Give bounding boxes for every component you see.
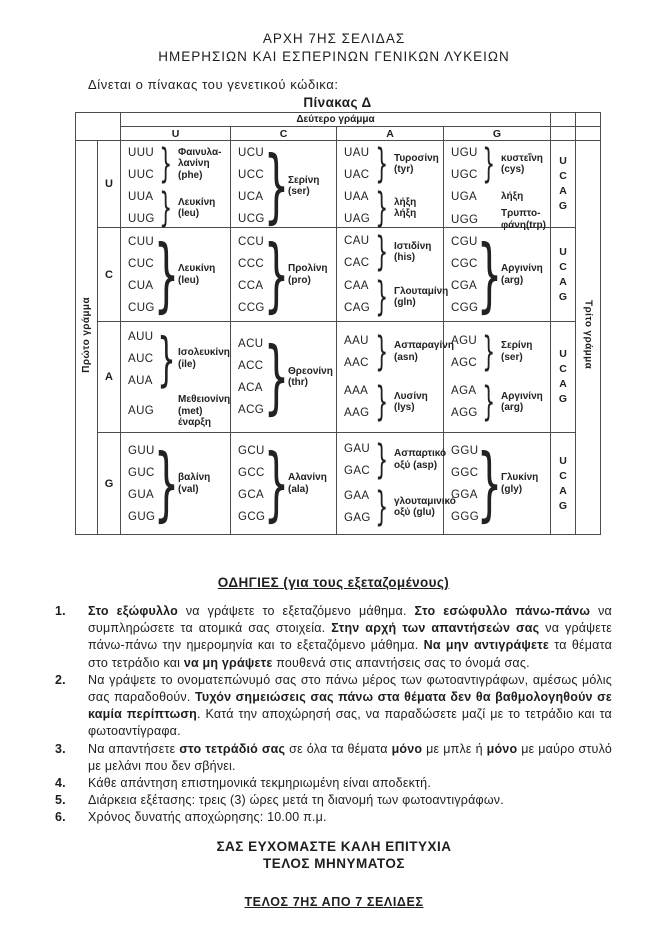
amino-acid-label: Σερίνη (ser) <box>501 340 533 363</box>
codon-group <box>444 436 550 530</box>
table-corner-cell <box>76 113 121 141</box>
codon: UCC <box>238 169 265 181</box>
codon-group <box>121 142 230 186</box>
third-letter: G <box>558 393 568 405</box>
codon-group <box>337 142 443 186</box>
instruction-number: 2. <box>55 672 66 687</box>
instruction-item <box>55 775 612 792</box>
third-letter: G <box>558 200 568 212</box>
group-brace: } <box>263 330 289 423</box>
codon-cell <box>337 228 449 322</box>
codon-group <box>444 142 550 186</box>
codon-cell <box>121 433 231 535</box>
codon-cell <box>231 322 337 433</box>
group-brace: } <box>476 227 502 321</box>
closing-line1: ΣΑΣ ΕΥΧΟΜΑΣΤΕ ΚΑΛΗ ΕΠΙΤΥΧΙΑ <box>216 838 452 854</box>
instructions-title: ΟΔΗΓΙΕΣ (για τους εξεταζομένους) <box>217 575 450 590</box>
codon: GAA <box>344 490 370 503</box>
amino-acid-label: Σερίνη (ser) <box>288 174 320 197</box>
group-brace: } <box>153 436 179 530</box>
codon: CCU <box>238 235 265 248</box>
instructions-section <box>55 575 612 827</box>
closing-line2: ΤΕΛΟΣ ΜΗΝΥΜΑΤΟΣ <box>263 855 405 871</box>
amino-acid-label: Θρεονίνη (thr) <box>288 365 333 388</box>
third-letter: U <box>559 245 567 258</box>
group-brace: } <box>263 436 289 530</box>
instruction-item <box>55 672 612 741</box>
codon: AAA <box>344 385 369 398</box>
codon-group <box>231 139 336 232</box>
table-row <box>76 433 601 535</box>
codon-cell <box>231 433 337 535</box>
codon-group <box>337 274 449 320</box>
third-letter-cell <box>551 322 576 433</box>
codon-group <box>444 227 550 321</box>
amino-acid-label: Γλυκίνη (gly) <box>501 472 539 495</box>
codon: AGA <box>451 385 477 398</box>
codon-group <box>121 186 230 230</box>
codon: UCG <box>238 213 265 225</box>
codon: CAG <box>344 302 371 314</box>
third-letter: C <box>559 363 567 375</box>
codon-cell <box>231 228 337 322</box>
third-letter: U <box>559 348 567 360</box>
codon: UUC <box>128 169 155 181</box>
codon: CAU <box>344 235 370 247</box>
codon: AAC <box>344 356 369 369</box>
third-letter-cell <box>551 228 576 322</box>
third-letter: A <box>559 484 567 497</box>
codon: GGC <box>451 466 479 479</box>
group-brace: } <box>263 227 289 321</box>
second-letter-C: C <box>231 127 337 141</box>
instruction-number: 1. <box>55 604 66 618</box>
codon: UUU <box>128 147 155 159</box>
amino-acid-label: βαλίνη (val) <box>178 472 211 495</box>
amino-acid-label: Γλουταμίνη (gln) <box>394 285 449 308</box>
group-brace: } <box>159 185 173 231</box>
third-letter: C <box>559 469 567 482</box>
codon: UGU <box>451 147 478 159</box>
instruction-text: Χρόνος δυνατής αποχώρησης: 10.00 π.μ. <box>88 810 327 825</box>
amino-acid-label: Λευκίνη (leu) <box>178 263 216 286</box>
codon: GAG <box>344 512 371 525</box>
codon: AUC <box>128 352 154 365</box>
table-title: Πίνακας Δ <box>303 95 372 110</box>
instruction-text: Να γράψετε το ονοματεπώνυμό σας στο πάνω μέρος των φωτοαντιγράφων, αμέσως μόλις σας παραδοθούν. Τυχόν σημειώσεις σας πάνω στα θέματα δεν θα βαθμολογηθούν σε καμία περίπτωση. Κατά την αποχώρησή σας, να παραδώσετε μαζί με το τετράδιο και τα φωτοαντίγραφα. <box>88 672 612 739</box>
codon: CGC <box>451 257 478 270</box>
codon: CGG <box>451 301 479 314</box>
third-letter-cell <box>551 433 576 535</box>
third-letter: A <box>559 378 567 390</box>
group-brace: } <box>263 139 289 232</box>
codon: ACA <box>238 382 263 394</box>
codon-cell <box>337 433 456 535</box>
third-letter: A <box>559 185 567 197</box>
empty-header-cell <box>576 113 601 127</box>
codon: GUU <box>128 444 155 457</box>
group-brace: } <box>375 484 389 531</box>
codon: UAG <box>344 213 371 225</box>
amino-acid-label: κυστεΐνη (cys) <box>501 152 543 175</box>
codon-group <box>231 330 336 423</box>
table-row <box>76 141 601 228</box>
instruction-number: 3. <box>55 741 66 756</box>
codon: ACG <box>238 404 265 416</box>
codon-group <box>444 380 550 424</box>
table-row <box>76 322 601 433</box>
codon: CGA <box>451 279 478 292</box>
codon: GAC <box>344 464 371 477</box>
codon: CGU <box>451 235 478 248</box>
third-letter: C <box>559 260 567 273</box>
third-letter: G <box>558 290 568 303</box>
genetic-code-table <box>75 112 601 535</box>
codon-group <box>337 484 456 531</box>
codon-group <box>444 330 550 374</box>
second-letter-A: A <box>337 127 444 141</box>
empty-header-cell <box>551 127 576 141</box>
amino-acid-label: Ιστιδίνη (his) <box>394 240 432 263</box>
amino-acid-label: λήξη <box>501 191 524 203</box>
page-header <box>0 0 668 66</box>
codon: AGU <box>451 334 478 347</box>
codon-group <box>337 436 447 483</box>
third-letter-axis-text: Τρίτο γράμμα <box>582 300 594 370</box>
codon: CAA <box>344 280 369 292</box>
codon: CCA <box>238 279 264 292</box>
codon: GUA <box>128 488 155 501</box>
instruction-item <box>55 741 612 775</box>
first-letter-A: A <box>98 322 121 433</box>
amino-acid-label: Προλίνη (pro) <box>288 263 328 286</box>
codon-group <box>337 380 443 424</box>
third-letter-axis-label <box>576 141 601 535</box>
codon-cell <box>444 322 551 433</box>
group-brace: } <box>482 141 496 187</box>
codon-group <box>337 186 443 230</box>
codon: GCG <box>238 510 266 523</box>
codon: GAU <box>344 442 371 455</box>
codon: ACU <box>238 338 264 350</box>
intro-text: Δίνεται ο πίνακας του γενετικού κώδικα: <box>88 77 339 92</box>
codon: GCA <box>238 488 265 501</box>
amino-acid-label: Ασπαρτικό οξύ (asp) <box>394 448 447 471</box>
amino-acid-label: Αργινίνη (arg) <box>501 263 543 286</box>
instruction-number: 5. <box>55 793 66 808</box>
codon: AGC <box>451 356 478 369</box>
genetic-code-table-body <box>76 113 601 535</box>
first-letter-U: U <box>98 141 121 228</box>
codon: AUG <box>128 405 155 418</box>
second-letter-U: U <box>121 127 231 141</box>
instruction-text: Στο εξώφυλλο να γράψετε το εξεταζόμενο μάθημα. Στο εσώφυλλο πάνω-πάνω να συμπληρώσετε τα ατομικά σας στοιχεία. Στην αρχή των απαντήσεών σας να γράψετε πάνω-πάνω την ημερομηνία και το εξεταζόμενο μάθημα. Να μην αντιγράψετε τα θέματα στο τετράδιο και να μη γράψετε πουθενά στις απαντήσεις σας το όνομά σας. <box>88 604 612 670</box>
codon-cell <box>121 228 231 322</box>
amino-acid-label: Αλανίνη (ala) <box>288 472 327 495</box>
codon: ACC <box>238 360 264 372</box>
third-letter: C <box>559 170 567 182</box>
instruction-number: 4. <box>55 776 66 791</box>
amino-acid-label: Λευκίνη (leu) <box>178 196 216 219</box>
amino-acid-label: Φαινυλα- λανίνη (phe) <box>178 146 222 181</box>
codon-group <box>231 436 336 530</box>
empty-header-cell <box>551 113 576 127</box>
group-brace: } <box>375 379 389 426</box>
first-letter-G: G <box>98 433 121 535</box>
codon: UAA <box>344 191 369 203</box>
group-brace: } <box>476 436 502 530</box>
codon: AUU <box>128 330 154 343</box>
codon: CUA <box>128 279 154 292</box>
codon-group <box>121 394 230 429</box>
codon-cell <box>231 139 337 232</box>
group-brace: } <box>375 328 389 375</box>
codon: GGA <box>451 488 478 501</box>
amino-acid-label: Ασπαραγίνη (asn) <box>394 340 454 363</box>
codon: UGG <box>451 213 479 226</box>
codon-group <box>231 227 336 321</box>
group-brace: } <box>375 229 389 275</box>
codon-cell <box>337 322 454 433</box>
codon: AGG <box>451 407 478 420</box>
codon-group <box>121 436 230 530</box>
codon: GUC <box>128 466 155 479</box>
codon-cell <box>444 228 551 322</box>
instruction-text: Να απαντήσετε στο τετράδιό σας σε όλα τα θέματα μόνο με μπλε ή μόνο με μαύρο στυλό με μελάνι που δεν σβήνει. <box>88 741 612 773</box>
group-brace: } <box>482 328 496 375</box>
third-letter: U <box>559 155 567 167</box>
codon: UUG <box>128 213 155 225</box>
group-brace: } <box>153 227 179 321</box>
group-brace: } <box>375 185 389 231</box>
codon: UAU <box>344 147 370 159</box>
group-brace: } <box>159 141 173 187</box>
amino-acid-label: Αργινίνη (arg) <box>501 390 543 414</box>
group-brace: } <box>375 141 389 187</box>
codon: GUG <box>128 510 156 523</box>
codon-cell <box>121 141 231 231</box>
codon: CUC <box>128 257 155 270</box>
instruction-number: 6. <box>55 810 66 825</box>
codon: UCU <box>238 147 265 159</box>
codon: UCA <box>238 191 264 203</box>
codon: UGA <box>451 191 478 203</box>
page-header-line1: ΑΡΧΗ 7ΗΣ ΣΕΛΙΔΑΣ <box>262 31 406 46</box>
codon-group <box>121 227 230 321</box>
codon: CUU <box>128 235 155 248</box>
group-brace: } <box>482 379 496 426</box>
table-row <box>76 228 601 322</box>
third-letter-cell <box>551 141 576 228</box>
instruction-text: Κάθε απάντηση επιστημονικά τεκμηριωμένη είναι αποδεκτή. <box>88 776 432 791</box>
codon: CCG <box>238 301 265 314</box>
first-letter-C: C <box>98 228 121 322</box>
codon: CUG <box>128 301 155 314</box>
codon-cell <box>121 322 231 433</box>
amino-acid-label: Ισολευκίνη (ile) <box>178 347 230 370</box>
codon: GCC <box>238 466 265 479</box>
page-header-line2: ΗΜΕΡΗΣΙΩΝ ΚΑΙ ΕΣΠΕΡΙΝΩΝ ΓΕΝΙΚΩΝ ΛΥΚΕΙΩΝ <box>158 49 510 64</box>
second-letter-G: G <box>444 127 551 141</box>
codon-cell <box>337 141 444 231</box>
third-letter: A <box>559 275 567 288</box>
codon: AAU <box>344 334 369 347</box>
codon: GGU <box>451 444 479 457</box>
codon-group <box>337 230 443 274</box>
amino-acid-label: γλουταμινικό οξύ (glu) <box>394 495 456 519</box>
codon: AUA <box>128 374 153 387</box>
amino-acid-label: Λυσίνη (lys) <box>394 390 428 414</box>
closing-message <box>0 838 668 872</box>
codon: UAC <box>344 169 370 181</box>
group-brace: } <box>156 324 176 393</box>
codon: UUA <box>128 191 154 203</box>
first-letter-axis-label <box>76 141 98 535</box>
second-letter-header: Δεύτερο γράμμα <box>121 113 551 127</box>
group-brace: } <box>375 274 389 320</box>
third-letter: G <box>558 499 568 512</box>
page-footer <box>0 895 668 909</box>
codon: CAC <box>344 257 370 269</box>
codon-cell <box>444 433 551 535</box>
instructions-list <box>55 603 612 827</box>
page-footer-text: ΤΕΛΟΣ 7ΗΣ ΑΠΟ 7 ΣΕΛΙΔΕΣ <box>244 894 424 909</box>
codon: CCC <box>238 257 265 270</box>
instruction-item <box>55 792 612 809</box>
amino-acid-label: λήξη λήξη <box>394 196 417 219</box>
instruction-item <box>55 809 612 826</box>
codon-group <box>337 328 454 375</box>
codon: GCU <box>238 444 265 457</box>
instruction-item <box>55 603 612 672</box>
instruction-text: Διάρκεια εξέτασης: τρεις (3) ώρες μετά τη διανομή των φωτοαντιγράφων. <box>88 793 504 808</box>
codon: UGC <box>451 169 478 181</box>
codon-group <box>444 186 550 208</box>
amino-acid-label: Τρυπτο- φάνη(trp) <box>501 208 546 231</box>
empty-header-cell <box>576 127 601 141</box>
group-brace: } <box>375 436 389 483</box>
amino-acid-label: Τυροσίνη (tyr) <box>394 152 439 175</box>
third-letter: U <box>559 454 567 467</box>
codon-group <box>121 326 230 392</box>
codon-cell <box>444 141 551 231</box>
codon: GGG <box>451 510 480 523</box>
amino-acid-label: Μεθειονίνη (met) έναρξη <box>178 394 231 428</box>
codon: AAG <box>344 407 370 420</box>
first-letter-axis-text: Πρώτο γράμμα <box>81 297 92 373</box>
